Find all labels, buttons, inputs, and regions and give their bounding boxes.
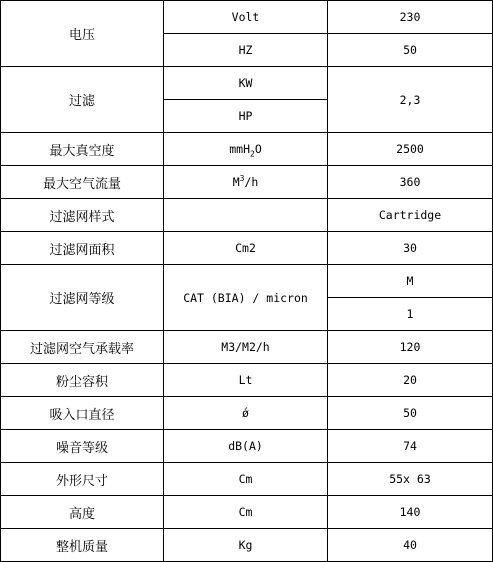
max-airflow-unit-main: M — [232, 175, 240, 189]
height-label: 高度 — [1, 496, 164, 529]
filter-area-unit: Cm2 — [164, 232, 328, 265]
weight-unit: Kg — [164, 529, 328, 562]
table-row — [1, 133, 493, 166]
max-airflow-unit-tail: /h — [244, 175, 259, 189]
hz-unit: HZ — [164, 34, 328, 67]
hp-unit: HP — [164, 100, 328, 133]
dimensions-unit: Cm — [164, 463, 328, 496]
max-airflow-value: 360 — [328, 166, 493, 199]
table-row — [1, 232, 493, 265]
table-row — [1, 430, 493, 463]
filter-grade-value-2: 1 — [328, 298, 493, 331]
power-value: 2,3 — [328, 67, 493, 133]
max-airflow-unit — [164, 166, 328, 199]
filter-area-label: 过滤网面积 — [1, 232, 164, 265]
max-vacuum-unit-sub: 2 — [250, 149, 255, 159]
filter-grade-label: 过滤网等级 — [1, 265, 164, 331]
filter-area-value: 30 — [328, 232, 493, 265]
table-row — [1, 265, 493, 298]
table-row — [1, 397, 493, 430]
max-vacuum-value: 2500 — [328, 133, 493, 166]
dust-capacity-label: 粉尘容积 — [1, 364, 164, 397]
table-row — [1, 463, 493, 496]
table-row — [1, 166, 493, 199]
table-row — [1, 1, 493, 34]
max-vacuum-label: 最大真空度 — [1, 133, 164, 166]
max-airflow-label: 最大空气流量 — [1, 166, 164, 199]
filter-air-load-label: 过滤网空气承载率 — [1, 331, 164, 364]
height-value: 140 — [328, 496, 493, 529]
filter-type-label: 过滤网样式 — [1, 199, 164, 232]
voltage-label: 电压 — [1, 1, 164, 67]
weight-value: 40 — [328, 529, 493, 562]
max-vacuum-unit-tail: O — [254, 142, 262, 156]
kw-unit: KW — [164, 67, 328, 100]
noise-label: 噪音等级 — [1, 430, 164, 463]
filter-grade-unit: CAT (BIA) / micron — [164, 265, 328, 331]
noise-value: 74 — [328, 430, 493, 463]
noise-unit: dB(A) — [164, 430, 328, 463]
inlet-diameter-label: 吸入口直径 — [1, 397, 164, 430]
hz-value: 50 — [328, 34, 493, 67]
filter-air-load-value: 120 — [328, 331, 493, 364]
table-row — [1, 67, 493, 100]
filter-air-load-unit: M3/M2/h — [164, 331, 328, 364]
volt-value: 230 — [328, 1, 493, 34]
dust-capacity-unit: Lt — [164, 364, 328, 397]
max-vacuum-unit — [164, 133, 328, 166]
dimensions-label: 外形尺寸 — [1, 463, 164, 496]
filter-grade-value-1: M — [328, 265, 493, 298]
filter-type-unit — [164, 199, 328, 232]
max-airflow-unit-sup: 3 — [239, 174, 245, 184]
table-row — [1, 199, 493, 232]
height-unit: Cm — [164, 496, 328, 529]
max-vacuum-unit-main: mmH — [229, 142, 250, 156]
table-row — [1, 331, 493, 364]
filter-label: 过滤 — [1, 67, 164, 133]
dust-capacity-value: 20 — [328, 364, 493, 397]
inlet-diameter-unit: ǿ — [164, 397, 328, 430]
table-row — [1, 529, 493, 562]
volt-unit: Volt — [164, 1, 328, 34]
dimensions-value: 55x 63 — [328, 463, 493, 496]
table-row — [1, 496, 493, 529]
weight-label: 整机质量 — [1, 529, 164, 562]
table-row — [1, 364, 493, 397]
inlet-diameter-value: 50 — [328, 397, 493, 430]
filter-type-value: Cartridge — [328, 199, 493, 232]
